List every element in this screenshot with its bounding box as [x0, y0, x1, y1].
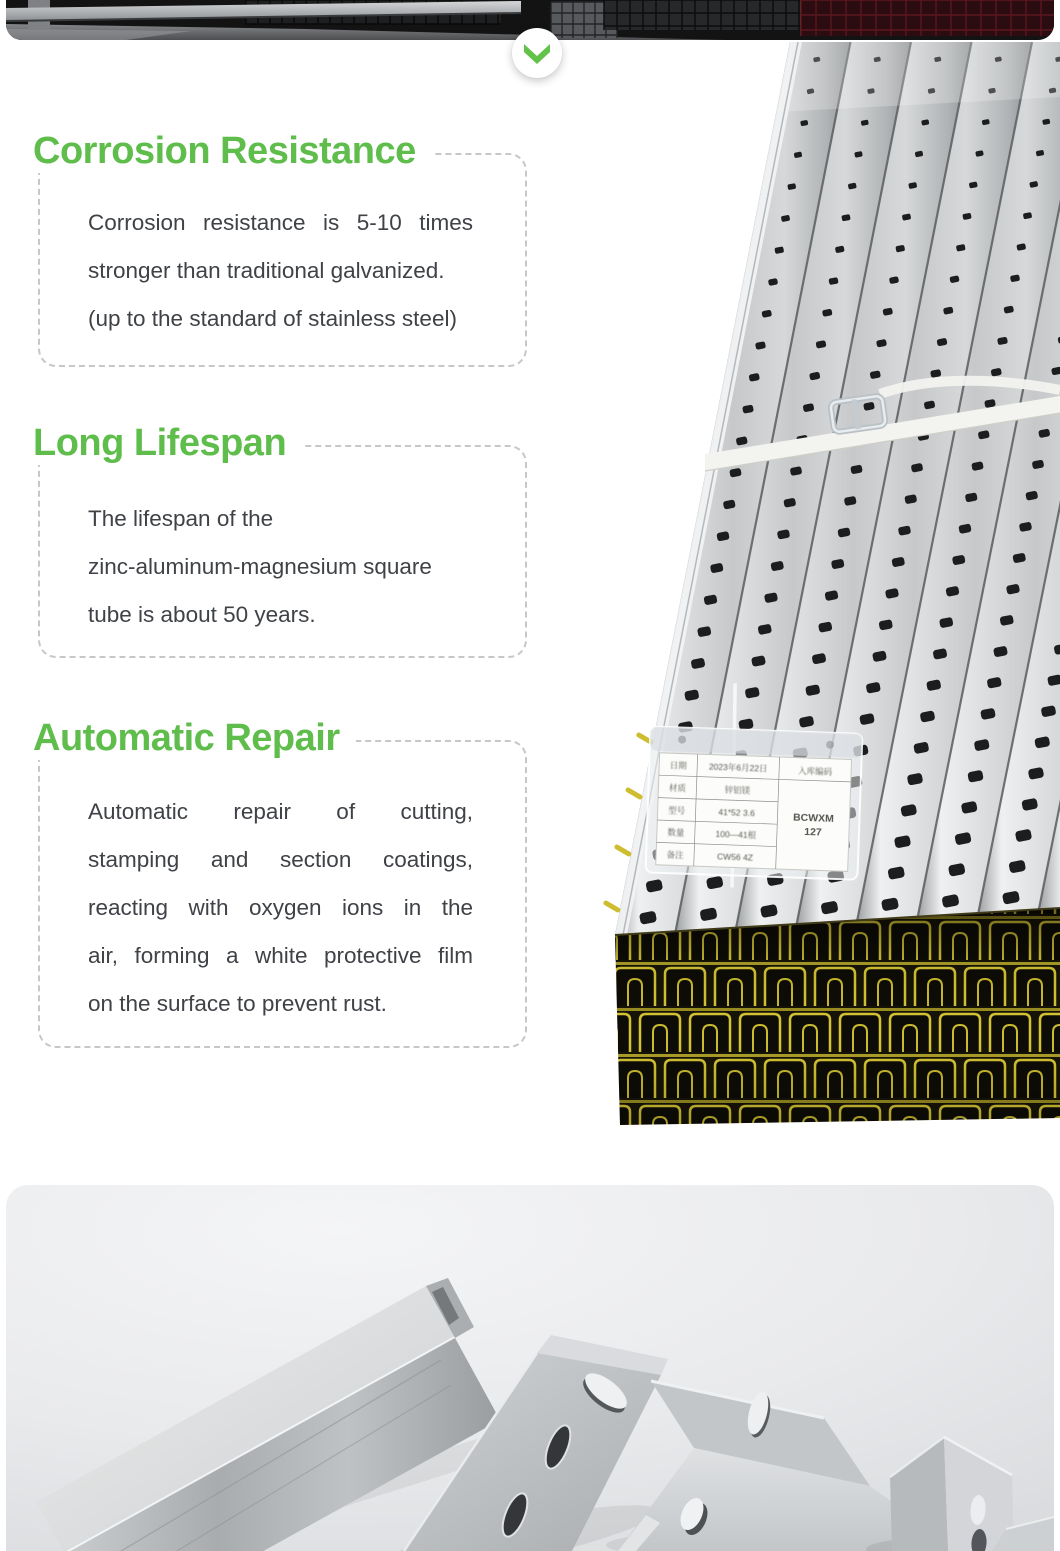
tag-row-value: 100—41根 [715, 829, 757, 841]
feature-section-corrosion-resistance [33, 130, 527, 367]
tag-row-value: 2023年6月22日 [708, 761, 768, 774]
tag-code-header: 入库编码 [797, 765, 833, 777]
feature-text-line: stronger than traditional galvanized. [88, 258, 445, 283]
feature-title: Automatic Repair [33, 716, 356, 760]
feature-text-line: The lifespan of the [88, 506, 274, 531]
feature-text-line: Automatic repair of cutting, [88, 799, 473, 824]
feature-title: Corrosion Resistance [33, 129, 432, 173]
feature-text-line: air, forming a white protective film [88, 943, 473, 968]
scroll-down-button[interactable] [512, 28, 562, 78]
feature-text-line: on the surface to prevent rust. [88, 991, 387, 1016]
strut-bundle-photo [560, 42, 1060, 1130]
tag-row-label: 日期 [669, 760, 687, 771]
tag-row-label: 材质 [668, 782, 687, 794]
brackets-photo [6, 1185, 1054, 1551]
tag-row-label: 数量 [667, 827, 685, 838]
feature-section-long-lifespan [33, 422, 527, 658]
tag-code: 127 [804, 825, 822, 839]
feature-section-automatic-repair [33, 717, 527, 1048]
feature-text-line: stamping and section coatings, [88, 847, 473, 872]
product-photo-strut-bundle [560, 42, 1060, 1130]
tag-row-value: CW56 4Z [716, 851, 754, 863]
components-photo [6, 1185, 1054, 1551]
feature-title: Long Lifespan [33, 421, 302, 465]
tag-row-label: 备注 [666, 849, 684, 861]
feature-text-line: reacting with oxygen ions in the [88, 895, 473, 920]
tag-row-label: 型号 [667, 804, 686, 816]
feature-text-line: Corrosion resistance is 5-10 times [88, 210, 473, 235]
feature-text-line: (up to the standard of stainless steel) [88, 306, 457, 331]
feature-text-line: tube is about 50 years. [88, 602, 316, 627]
chevron-down-icon [520, 40, 554, 66]
tag-code: BCWXM [792, 811, 835, 825]
tag-row-value: 锌铝镁 [724, 784, 751, 796]
feature-text-line: zinc-aluminum-magnesium square [88, 554, 432, 579]
tag-row-value: 41*52 3.6 [718, 806, 755, 818]
